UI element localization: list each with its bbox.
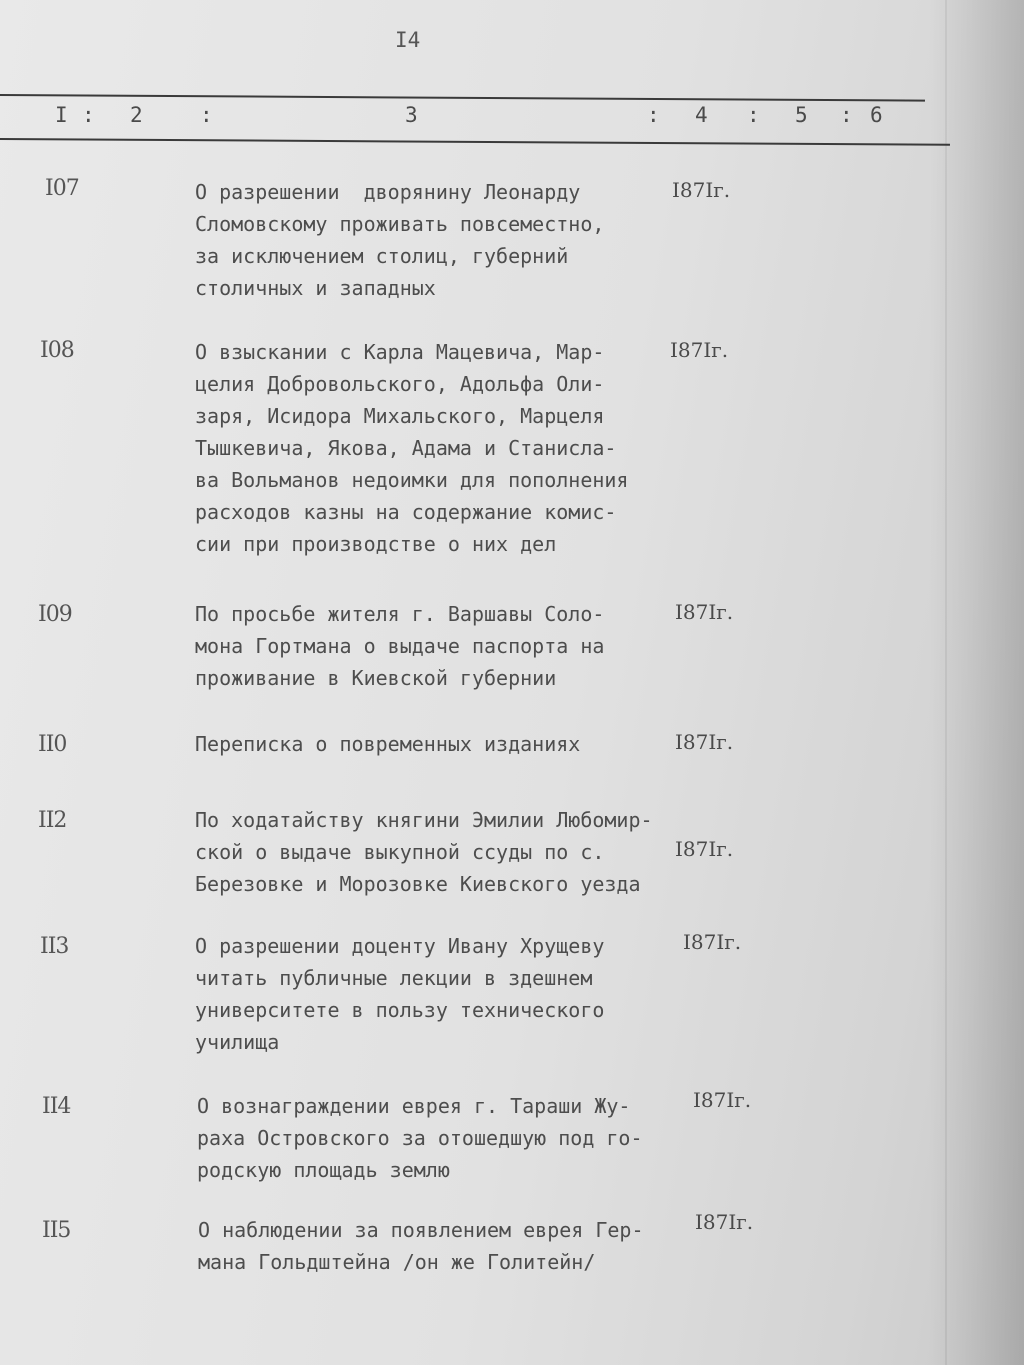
column-separator: : bbox=[747, 103, 760, 127]
column-separator: : bbox=[840, 103, 853, 127]
row-year: I87Iг. bbox=[672, 178, 731, 202]
column-header-3: 3 bbox=[405, 103, 418, 127]
row-description: По просьбе жителя г. Варшавы Соло- мона Гортмана о выдаче паспорта на проживание в Киевской губернии bbox=[195, 602, 605, 690]
row-number: I09 bbox=[38, 602, 72, 627]
row-year: I87Iг. bbox=[670, 338, 729, 362]
column-header-1: I bbox=[55, 103, 68, 127]
row-number: I07 bbox=[45, 176, 79, 201]
row-number: II2 bbox=[38, 808, 67, 833]
row-description: По ходатайству княгини Эмилии Любомир- ской о выдаче выкупной ссуды по с. Березовке и Морозовке Киевского уезда bbox=[195, 808, 653, 896]
row-number: II5 bbox=[42, 1218, 71, 1243]
row-number: I08 bbox=[40, 338, 74, 363]
row-year: I87Iг. bbox=[675, 600, 734, 624]
column-header-5: 5 bbox=[795, 103, 808, 127]
header-rule-bottom bbox=[0, 138, 950, 146]
column-header-6: 6 bbox=[870, 103, 883, 127]
row-year: I87Iг. bbox=[695, 1210, 754, 1234]
row-description: О разрешении доценту Ивану Хрущеву читать публичные лекции в здешнем университете в пользу технического училища bbox=[195, 934, 605, 1054]
paper-fold bbox=[945, 0, 947, 1365]
header-rule-top bbox=[0, 94, 925, 102]
row-year: I87Iг. bbox=[675, 730, 734, 754]
row-year: I87Iг. bbox=[693, 1088, 752, 1112]
row-number: II3 bbox=[40, 934, 69, 959]
row-number: II0 bbox=[38, 732, 67, 757]
row-number: II4 bbox=[42, 1094, 71, 1119]
column-separator: : bbox=[82, 103, 95, 127]
row-description: Переписка о повременных изданиях bbox=[195, 732, 581, 756]
column-header-4: 4 bbox=[695, 103, 708, 127]
column-separator: : bbox=[200, 103, 213, 127]
row-description: О разрешении дворянину Леонарду Сломовскому проживать повсеместно, за исключением столиц, губерний столичных и западных bbox=[195, 180, 605, 300]
column-header-2: 2 bbox=[130, 103, 143, 127]
row-description: О вознаграждении еврея г. Тараши Жу- раха Островского за отошедшую под го- родскую площадь землю bbox=[197, 1094, 643, 1182]
row-year: I87Iг. bbox=[683, 930, 742, 954]
row-year: I87Iг. bbox=[675, 837, 734, 861]
page-number: I4 bbox=[395, 28, 421, 52]
row-description: О взыскании с Карла Мацевича, Мар- целия Добровольского, Адольфа Оли- заря, Исидора Михальского, Марцеля Тышкевича, Якова, Адама и Станисла- ва Вольманов недоимки для пополнения расходов казны на содержание комис- сии при производстве о них дел bbox=[195, 340, 629, 556]
column-separator: : bbox=[647, 103, 660, 127]
row-description: О наблюдении за появлением еврея Гер- мана Гольдштейна /он же Голитейн/ bbox=[198, 1218, 644, 1274]
